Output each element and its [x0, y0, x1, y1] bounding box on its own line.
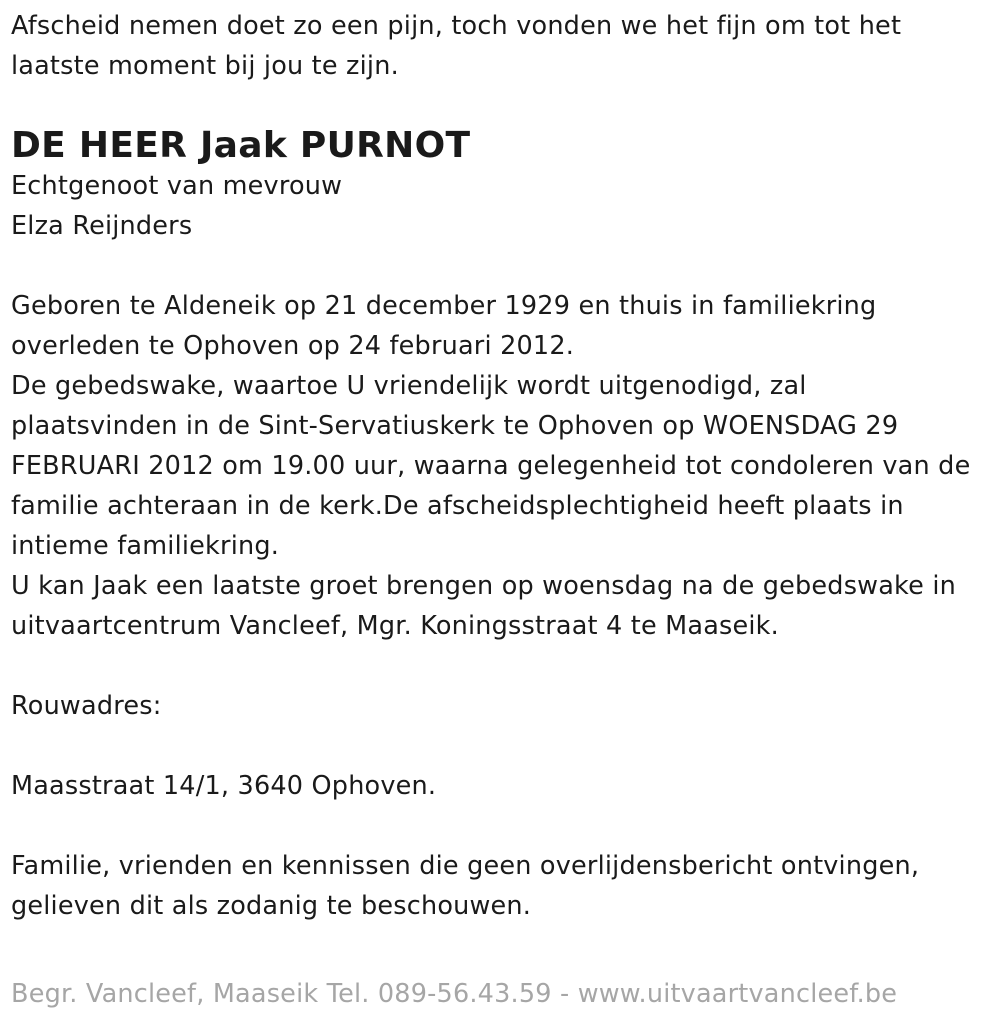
closing-line-1: Familie, vrienden en kennissen die geen overlijdensbericht ontvingen,	[11, 851, 920, 881]
address-label: Rouwadres:	[11, 691, 162, 721]
address-value: Maasstraat 14/1, 3640 Ophoven.	[11, 771, 437, 801]
body-line: plaatsvinden in de Sint-Servatiuskerk te Ophoven op WOENSDAG 29	[11, 411, 899, 441]
body-line: Geboren te Aldeneik op 21 december 1929 en thuis in familiekring	[11, 291, 877, 321]
body-line: uitvaartcentrum Vancleef, Mgr. Koningsstraat 4 te Maaseik.	[11, 611, 779, 641]
body-line: FEBRUARI 2012 om 19.00 uur, waarna gelegenheid tot condoleren van de	[11, 451, 971, 481]
deceased-name: DE HEER Jaak PURNOT	[11, 125, 471, 166]
body-text	[11, 286, 993, 646]
funeral-home-footer: Begr. Vancleef, Maaseik Tel. 089-56.43.59 - www.uitvaartvancleef.be	[11, 979, 898, 1009]
opening-line-2: laatste moment bij jou te zijn.	[11, 51, 399, 81]
body-line: intieme familiekring.	[11, 531, 280, 561]
spacer	[11, 646, 993, 686]
body-line: De gebedswake, waartoe U vriendelijk wordt uitgenodigd, zal	[11, 371, 807, 401]
spouse-line-1: Echtgenoot van mevrouw	[11, 171, 343, 201]
body-line: U kan Jaak een laatste groet brengen op woensdag na de gebedswake in	[11, 571, 956, 601]
closing-line-2: gelieven dit als zodanig te beschouwen.	[11, 891, 532, 921]
spacer	[11, 806, 993, 846]
obituary-notice	[11, 6, 993, 926]
opening-line-1: Afscheid nemen doet zo een pijn, toch vonden we het fijn om tot het	[11, 11, 902, 41]
spacer	[11, 726, 993, 766]
spouse-line-2: Elza Reijnders	[11, 211, 193, 241]
spacer	[11, 246, 993, 286]
body-line: familie achteraan in de kerk.De afscheidsplechtigheid heeft plaats in	[11, 491, 904, 521]
body-line: overleden te Ophoven op 24 februari 2012.	[11, 331, 575, 361]
